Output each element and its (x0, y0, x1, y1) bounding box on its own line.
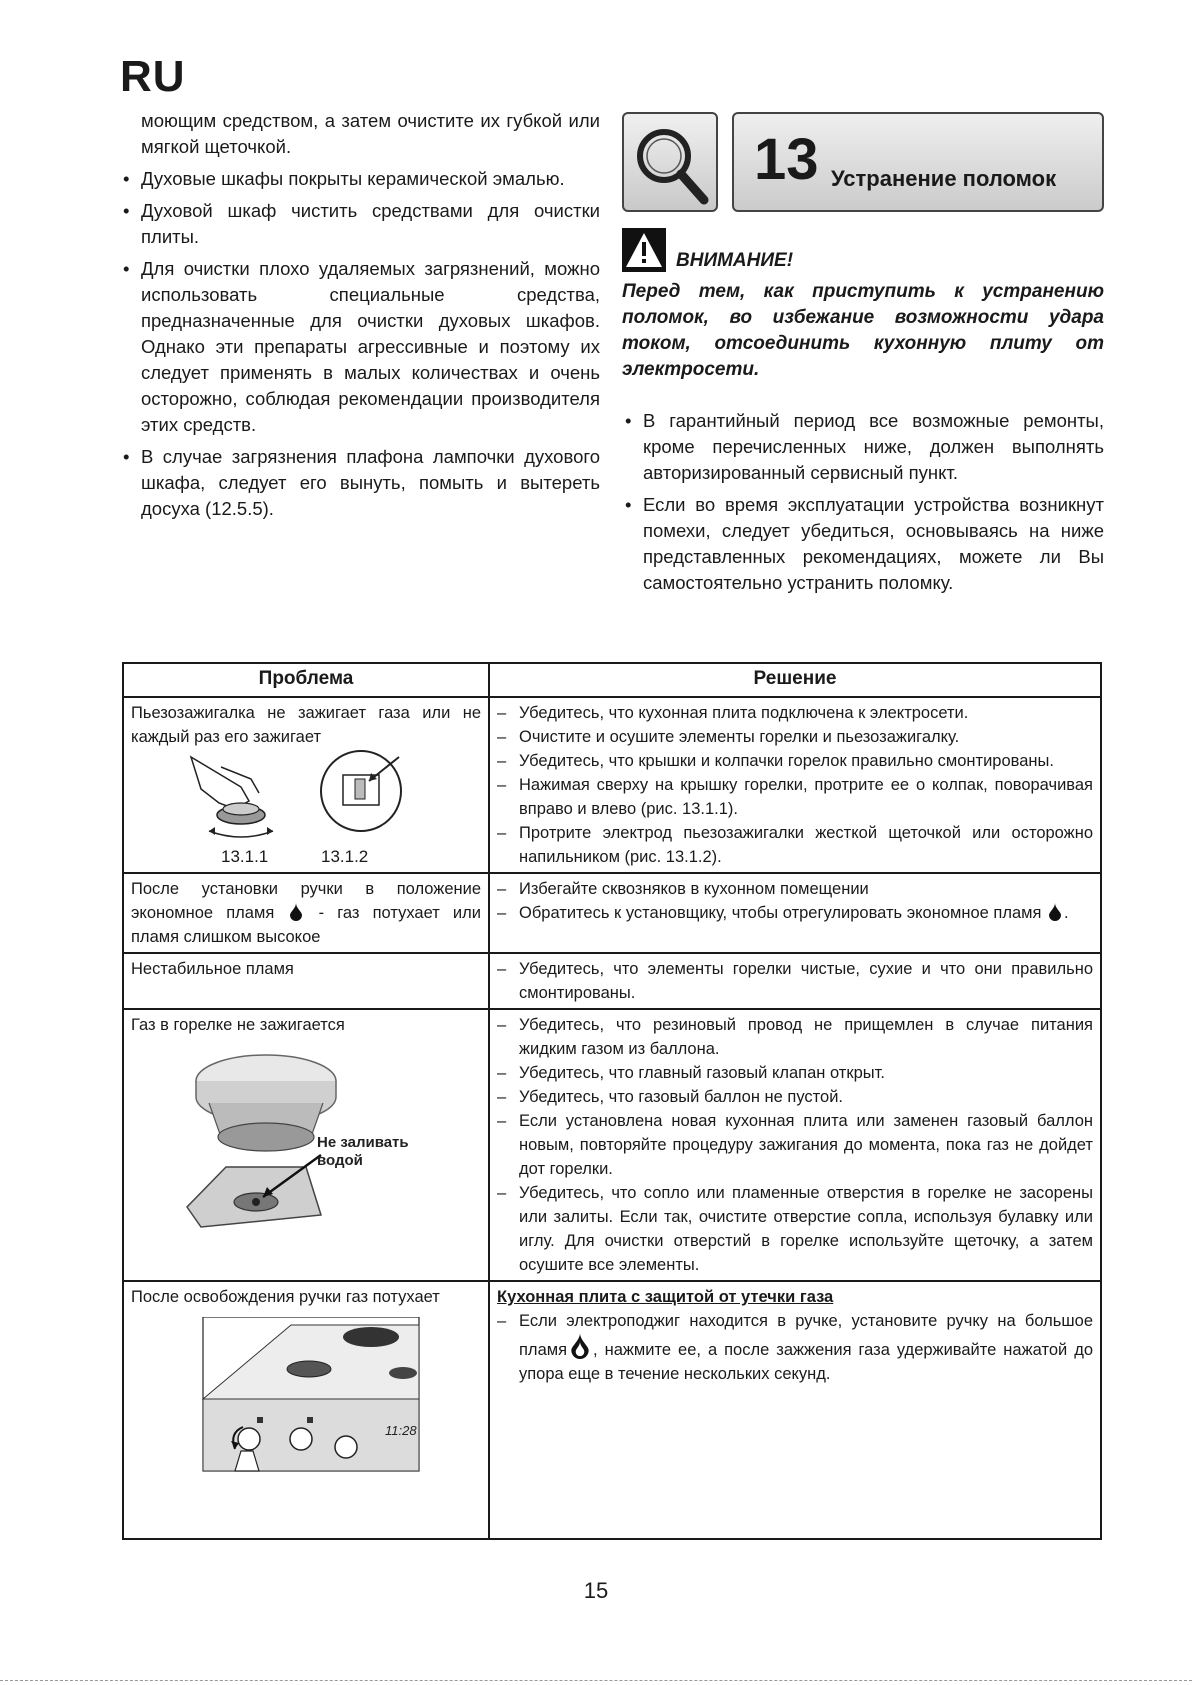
figure-caption: 13.1.1 (221, 847, 269, 866)
solution-item (497, 901, 1093, 925)
troubleshooting-table (122, 662, 1102, 1540)
solution-text-b: , нажмите ее, а после зажжения газа удерживайте нажатой до упора еще в течение нескольких секунд. (519, 1341, 1093, 1383)
figure-label: Не заливать (317, 1134, 409, 1151)
warning-text: Перед тем, как приступить к устранению поломок, во избежание возможности удара током, отсоединить кухонную плиту от электросети. (622, 281, 1104, 380)
footer-divider (0, 1680, 1192, 1681)
table-row (123, 953, 1101, 1009)
list-item: • Если во время эксплуатации устройства возникнут помехи, следует убедиться, основываясь на ниже представленных рекомендациях, можете ли Вы самостоятельно устранить поломку. (622, 492, 1104, 596)
list-item: • Для очистки плохо удаляемых загрязнений, можно использовать специальные средства, предназначенные для очистки духовых шкафов. Однако эти препараты агрессивные и поэтому их следует применять в малых количествах и очень осторожно, соблюдая рекомендации производителя этих средств. (120, 256, 600, 438)
magnifier-icon (622, 112, 718, 212)
figure-stove (131, 1317, 481, 1477)
solution-text-a: Если электроподжиг находится в ручке, установите ручку на большое пламя (519, 1312, 1093, 1359)
table-row (123, 697, 1101, 873)
figure-burner (131, 1037, 481, 1253)
igniter-illustration (131, 749, 471, 845)
problem-cell (123, 1009, 489, 1281)
table-row (123, 873, 1101, 953)
solution-text-end: . (1064, 904, 1069, 922)
solution-item: – Убедитесь, что главный газовый клапан открыт. (497, 1061, 1093, 1085)
problem-cell (123, 697, 489, 873)
header-problem: Проблема (123, 663, 489, 697)
figure-caption: 13.1.2 (321, 847, 369, 866)
burner-illustration (131, 1037, 471, 1253)
table-header-row (123, 663, 1101, 697)
problem-cell (123, 1281, 489, 1539)
flame-small-icon (289, 903, 303, 921)
warning-title: ВНИМАНИЕ! (676, 250, 794, 271)
solution-subtitle: Кухонная плита с защитой от утечки газа (497, 1288, 834, 1306)
solution-item: – Очистите и осушите элементы горелки и пьезозажигалку. (497, 725, 1093, 749)
section-number: 13 (754, 127, 819, 192)
section-header (732, 112, 1104, 212)
figure-igniter (131, 749, 481, 845)
continued-paragraph: моющим средством, а затем очистите их губкой или мягкой щеточкой. (141, 110, 600, 157)
solution-item: – Убедитесь, что сопло или пламенные отверстия в горелке не засорены или залиты. Если так, очистите отверстие сопла, используя булавку или иглу. Для очистки отверстий в горелке используйте щеточку, а затем осушите все элементы. (497, 1181, 1093, 1277)
problem-text-a: После установки ручки в положение экономное пламя (131, 880, 481, 922)
problem-cell (123, 873, 489, 953)
problem-text: После освобождения ручки газ потухает (131, 1288, 440, 1306)
solution-item: – Убедитесь, что газовый баллон не пустой. (497, 1085, 1093, 1109)
solution-item: – Нажимая сверху на крышку горелки, протрите ее о колпак, поворачивая вправо и влево (рис. 13.1.1). (497, 773, 1093, 821)
left-column (120, 108, 600, 528)
figure-label: водой (317, 1152, 363, 1169)
table-row (123, 1009, 1101, 1281)
solution-cell (489, 1009, 1101, 1281)
solution-cell (489, 873, 1101, 953)
solution-cell (489, 697, 1101, 873)
problem-text: Газ в горелке не зажигается (131, 1016, 345, 1034)
solution-text: Обратитесь к установщику, чтобы отрегулировать экономное пламя (519, 904, 1042, 922)
language-code: RU (120, 52, 186, 101)
solution-item: – Убедитесь, что крышки и колпачки горелок правильно смонтированы. (497, 749, 1093, 773)
solution-item: – Если установлена новая кухонная плита или заменен газовый баллон новым, повторяйте процедуру зажигания до момента, пока газ не дойдет дот горелки. (497, 1109, 1093, 1181)
list-item: • Духовые шкафы покрыты керамической эмалью. (120, 166, 600, 192)
warning-triangle-icon (622, 228, 666, 277)
table-row (123, 1281, 1101, 1539)
problem-text: Нестабильное пламя (131, 960, 294, 978)
flame-small-icon (1048, 903, 1062, 921)
right-bullets (622, 408, 1104, 602)
solution-item: – Убедитесь, что резиновый провод не прищемлен в случае питания жидким газом из баллона. (497, 1013, 1093, 1061)
problem-text (131, 877, 481, 949)
solution-item: – Убедитесь, что кухонная плита подключена к электросети. (497, 701, 1093, 725)
solution-item: – Убедитесь, что элементы горелки чистые, сухие и что они правильно смонтированы. (497, 957, 1093, 1005)
problem-cell (123, 953, 489, 1009)
list-item: • Духовой шкаф чистить средствами для очистки плиты. (120, 198, 600, 250)
solution-cell (489, 1281, 1101, 1539)
solution-cell (489, 953, 1101, 1009)
page-number: 15 (583, 1578, 609, 1603)
section-title: Устранение поломок (831, 166, 1057, 191)
problem-text: Пьезозажигалка не зажигает газа или не каждый раз его зажигает (131, 704, 481, 746)
list-item: • В случае загрязнения плафона лампочки духового шкафа, следует его вынуть, помыть и вытереть досуха (12.5.5). (120, 444, 600, 522)
header-solution: Решение (489, 663, 1101, 697)
solution-item: – Протрите электрод пьезозажигалки жесткой щеточкой или осторожно напильником (рис. 13.1.2). (497, 821, 1093, 869)
stove-illustration (131, 1317, 471, 1473)
problem-text-b: - газ потухает или пламя слишком высокое (131, 904, 481, 946)
list-item: • В гарантийный период все возможные ремонты, кроме перечисленных ниже, должен выполнять авторизированный сервисный пункт. (622, 408, 1104, 486)
clock-display: 11:28 (385, 1423, 417, 1438)
flame-large-icon (569, 1333, 591, 1359)
solution-item (497, 1309, 1093, 1386)
solution-item: – Избегайте сквозняков в кухонном помещении (497, 877, 1093, 901)
